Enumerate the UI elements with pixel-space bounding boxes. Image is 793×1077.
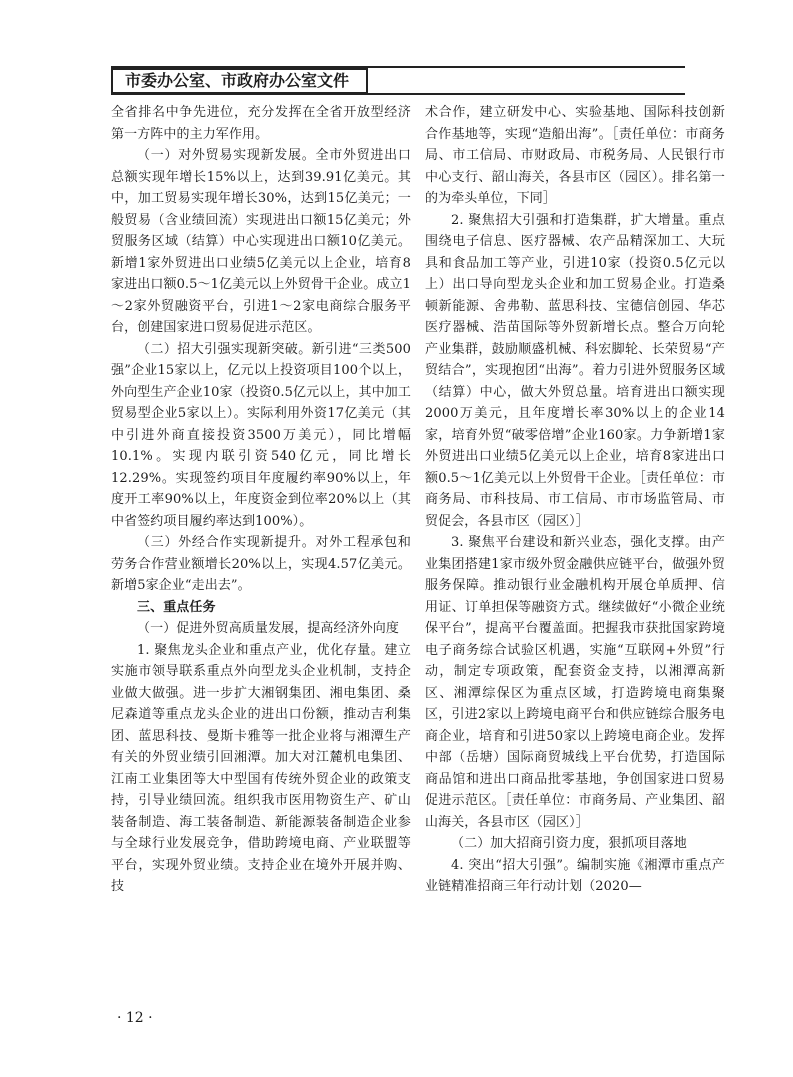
paragraph: 4. 突出“招大引强”。编制实施《湘潭市重点产业链精准招商三年行动计划（2020—	[425, 857, 725, 894]
section-heading: 三、重点任务	[137, 599, 216, 615]
page-number: · 12 ·	[117, 1010, 153, 1026]
paragraph: （一）促进外贸高质量发展，提高经济外向度	[137, 621, 400, 636]
paragraph: （一）对外贸易实现新发展。全市外贸进出口总额实现年增长15%以上，达到39.91亿美元。其中，加工贸易实现年增长30%，达到15亿美元；一般贸易（含业绩回流）实现进出口额15亿美元；外贸服务区域（结算）中心实现进出口额10亿美元。新增1家外贸进出口业绩5亿美元以上企业，培育8家进出口额0.5～1亿美元以上外贸骨干企业。成立1～2家外贸融资平台，引进1～2家电商综合服务平台，创建国家进口贸易促进示范区。	[111, 148, 411, 335]
paragraph: 术合作，建立研发中心、实验基地、国际科技创新合作基地等，实现“造船出海”。［责任单位：市商务局、市工信局、市财政局、市税务局、人民银行市中心支行、韶山海关，各县市区（园区）。排名第一的为牵头单位，下同］	[425, 105, 725, 206]
paragraph: （二）招大引强实现新突破。新引进“三类500强”企业15家以上，亿元以上投资项目100个以上，外向型生产企业10家（投资0.5亿元以上，其中加工贸易型企业5家以上）。实际利用外资17亿美元（其中引进外商直接投资3500万美元），同比增幅10.1%。实现内联引资540亿元，同比增长12.29%。实现签约项目年度履约率90%以上，年度开工率90%以上，年度资金到位率20%以上（其中省签约项目履约率达到100%）。	[111, 341, 411, 529]
header-title: 市委办公室、市政府办公室文件	[111, 68, 368, 94]
left-column	[111, 102, 411, 898]
paragraph: （二）加大招商引资力度，狠抓项目落地	[451, 836, 687, 851]
right-column	[425, 102, 725, 898]
paragraph: 3. 聚焦平台建设和新兴业态，强化支撑。由产业集团搭建1家市级外贸金融供应链平台，做强外贸服务保障。推动银行业金融机构开展仓单质押、信用证、订单担保等融资方式。继续做好“小微企业统保平台”，提高平台覆盖面。把握我市获批国家跨境电子商务综合试验区机遇，实施“互联网+外贸”行动，制定专项政策，配套资金支持，以湘潭高新区、湘潭综保区为重点区域，打造跨境电商集聚区，引进2家以上跨境电商平台和供应链综合服务电商企业，培育和引进50家以上跨境电商企业。发挥中部（岳塘）国际商贸城线上平台优势，打造国际商品馆和进出口商品批零基地，争创国家进口贸易促进示范区。［责任单位：市商务局、产业集团、韶山海关，各县市区（园区）］	[425, 535, 725, 830]
paragraph: 2. 聚焦招大引强和打造集群，扩大增量。重点围绕电子信息、医疗器械、农产品精深加工、大玩具和食品加工等产业，引进10家（投资0.5亿元以上）出口导向型龙头企业和加工贸易企业。打造桑顿新能源、舍弗勒、蓝思科技、宝德信创园、华芯医疗器械、浩苗国际等外贸新增长点。整合万向轮产业集群，鼓励顺盛机械、科宏脚轮、长荣贸易“产贸结合”，实现抱团“出海”。着力引进外贸服务区域（结算）中心，做大外贸总量。培育进出口额实现2000万美元，且年度增长率30%以上的企业14家，培育外贸“破零倍增”企业160家。力争新增1家外贸进出口业绩5亿美元以上企业，培育8家进出口额0.5～1亿美元以上外贸骨干企业。［责任单位：市商务局、市科技局、市工信局、市市场监管局、市贸促会，各县市区（园区）］	[425, 212, 725, 529]
paragraph: （三）外经合作实现新提升。对外工程承包和劳务合作营业额增长20%以上，实现4.57亿美元。新增5家企业“走出去”。	[111, 535, 411, 593]
paragraph: 1. 聚焦龙头企业和重点产业，优化存量。建立实施市领导联系重点外向型龙头企业机制，支持企业做大做强。进一步扩大湘钢集团、湘电集团、桑尼森道等重点龙头企业的进出口份额，推动吉利集团、蓝思科技、曼斯卡雅等一批企业将与湘潭生产有关的外贸业绩引回湘潭。加大对江麓机电集团、江南工业集团等大中型国有传统外贸企业的政策支持，引导业绩回流。组织我市医用物资生产、矿山装备制造、海工装备制造、新能源装备制造企业参与全球行业发展竞争，借助跨境电商、产业联盟等平台，实现外贸业绩。支持企业在境外开展并购、技	[111, 642, 411, 894]
paragraph: 全省排名中争先进位，充分发挥在全省开放型经济第一方阵中的主力军作用。	[111, 105, 411, 142]
